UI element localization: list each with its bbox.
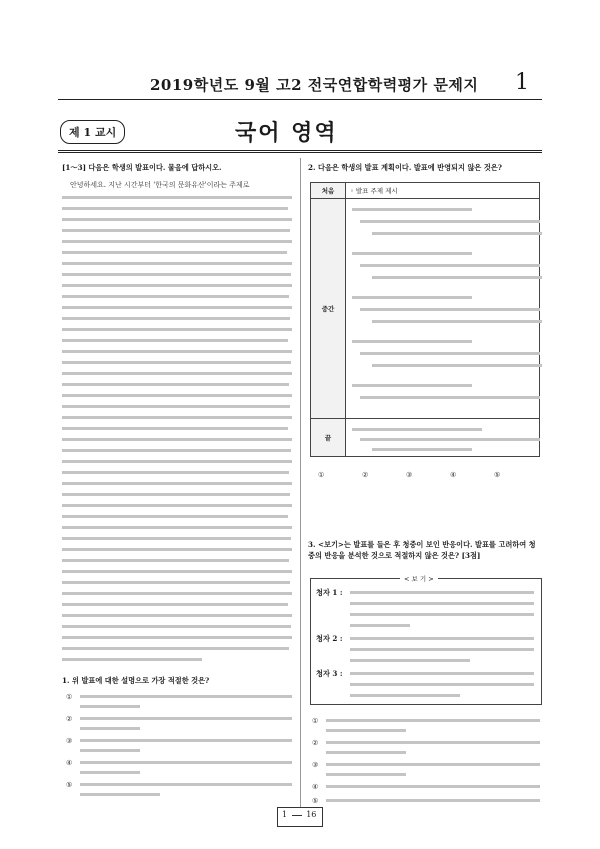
- q3-choice-1[interactable]: ①: [312, 717, 319, 725]
- listener-2-label: 청자 2 :: [316, 634, 343, 643]
- q2-answer-2[interactable]: ②: [362, 471, 369, 479]
- q2-answer-5[interactable]: ⑤: [494, 471, 501, 479]
- passage-intro: 안녕하세요. 지난 시간부터 '한국의 문화유산'이라는 주제로: [70, 181, 250, 189]
- q1-choice-4[interactable]: ④: [66, 759, 73, 767]
- exam-header-title: 2019학년도 9월 고2 전국연합학력평가 문제지: [150, 76, 479, 94]
- question3-stem: 3. <보기>는 발표를 들은 후 청중이 보인 반응이다. 발표를 고려하여 청중의 반응을 분석한 것으로 적절하지 않은 것은? [3점]: [308, 540, 536, 560]
- footer-total: 16: [306, 810, 317, 819]
- footer-page-indicator: [282, 810, 316, 819]
- bogi-label: < 보 기 >: [400, 574, 438, 583]
- plan-row-label: 중간: [311, 199, 346, 419]
- plan-row-body: [346, 199, 540, 419]
- q1-choice-5[interactable]: ⑤: [66, 781, 73, 789]
- page-number: 1: [515, 70, 529, 95]
- q2-answer-1[interactable]: ①: [318, 471, 325, 479]
- q1-choice-2[interactable]: ②: [66, 715, 73, 723]
- q3-choice-3[interactable]: ③: [312, 761, 319, 769]
- q3-choice-5[interactable]: ⑤: [312, 797, 319, 805]
- q3-choice-4[interactable]: ④: [312, 783, 319, 791]
- header-divider: [58, 99, 542, 100]
- question1-stem: 1. 위 발표에 대한 설명으로 가장 적절한 것은?: [62, 676, 210, 685]
- passage-instruction: [1～3] 다음은 학생의 발표이다. 물음에 답하시오.: [62, 163, 222, 172]
- footer-page: 1: [282, 810, 288, 819]
- q1-choice-1[interactable]: ①: [66, 693, 73, 701]
- subject-title: 국어 영역: [235, 121, 338, 146]
- q3-choice-2[interactable]: ②: [312, 739, 319, 747]
- presentation-plan-table: [310, 182, 540, 457]
- plan-row-body: [346, 419, 540, 457]
- listener-1-label: 청자 1 :: [316, 588, 343, 597]
- plan-row-label: 처음: [311, 183, 346, 199]
- question2-stem: 2. 다음은 학생의 발표 계획이다. 발표에 반영되지 않은 것은?: [308, 163, 502, 172]
- q1-choice-3[interactable]: ③: [66, 737, 73, 745]
- column-divider: [300, 158, 301, 808]
- q2-answer-4[interactable]: ④: [450, 471, 457, 479]
- listener-3-label: 청자 3 :: [316, 669, 343, 678]
- session-badge: 제 1 교시: [60, 120, 125, 144]
- subject-divider: [58, 150, 542, 153]
- plan-row-label: 끝: [311, 419, 346, 457]
- q2-answer-3[interactable]: ③: [406, 471, 413, 479]
- plan-row-text: ◦ 발표 주제 제시: [346, 183, 540, 199]
- footer-slash: [292, 815, 302, 816]
